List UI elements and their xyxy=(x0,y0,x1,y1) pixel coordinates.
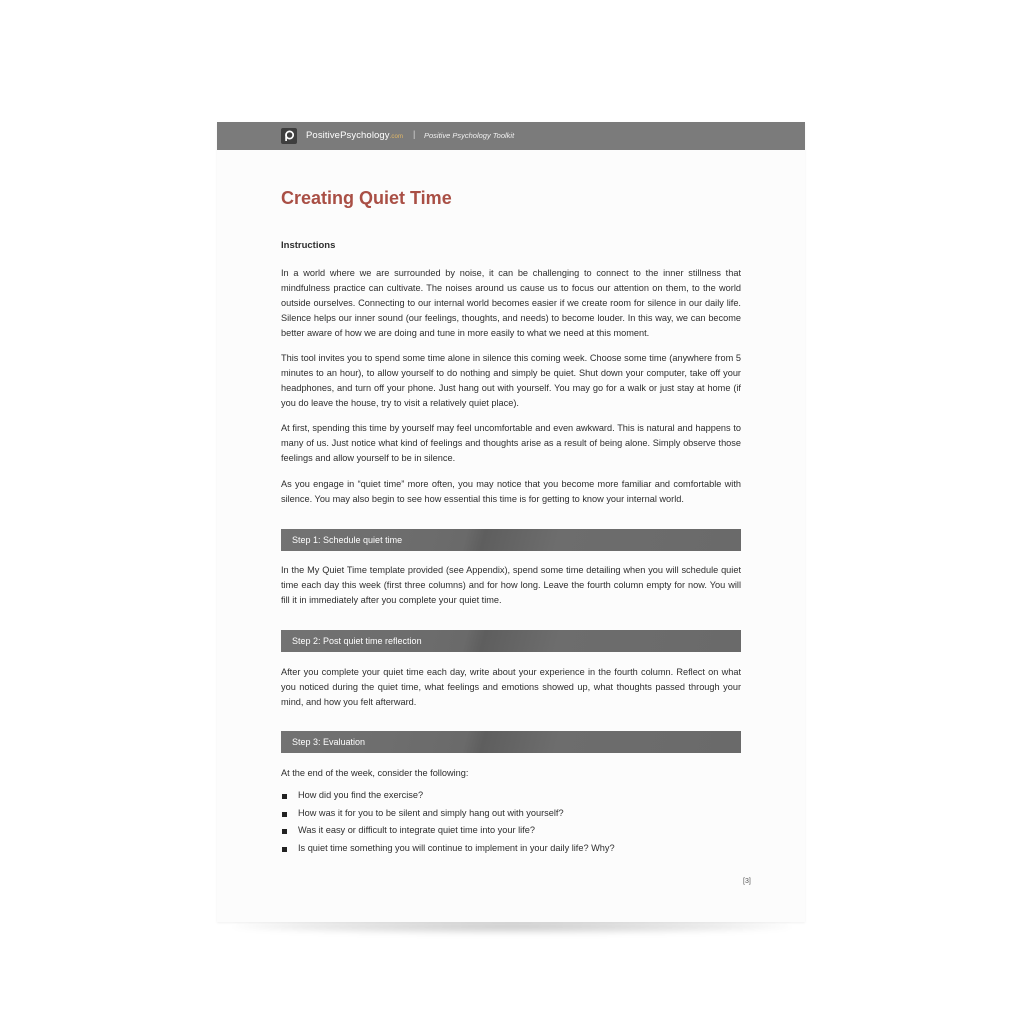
question-text: Is quiet time something you will continue to implement in your daily life? Why? xyxy=(298,842,615,853)
square-bullet-icon xyxy=(282,812,287,817)
list-item xyxy=(281,843,741,861)
intro-paragraph-4: As you engage in “quiet time” more often, you may notice that you become more familiar and comfortable with silence. You may also begin to see how essential this time is for getting to know your internal world. xyxy=(281,479,741,504)
p-logo-icon xyxy=(281,128,297,144)
page-title: Creating Quiet Time xyxy=(281,188,452,208)
intro-paragraph-1: In a world where we are surrounded by noise, it can be challenging to connect to the inner stillness that mindfulness practice can cultivate. The noises around us cause us to focus our attention on them, to the world outside ourselves. Connecting to our internal world becomes easier if we create room for silence in our daily life. Silence helps our inner sound (our feelings, thoughts, and needs) to become louder. In this way, we can become better aware of how we are doing and tune in more easily to what we need at this moment. xyxy=(281,268,741,338)
step-2-bar xyxy=(281,630,741,652)
list-item xyxy=(281,808,741,826)
step-2-text: After you complete your quiet time each day, write about your experience in the fourth column. Reflect on what you noticed during the quiet time, what feelings and emotions showed up, what thoughts passed through your mind, and how you felt afterward. xyxy=(281,667,741,707)
step-3-label: Step 3: Evaluation xyxy=(292,737,366,747)
header-separator: | xyxy=(413,129,416,139)
step-2-label: Step 2: Post quiet time reflection xyxy=(292,636,422,646)
evaluation-question-list xyxy=(281,790,741,860)
step-1-label: Step 1: Schedule quiet time xyxy=(292,535,403,545)
step-3-bar xyxy=(281,731,741,753)
brand-suffix: .com xyxy=(389,134,404,140)
square-bullet-icon xyxy=(282,794,287,799)
list-item xyxy=(281,790,741,808)
instructions-heading: Instructions xyxy=(281,240,336,251)
step-1-bar xyxy=(281,529,741,551)
question-text: Was it easy or difficult to integrate quiet time into your life? xyxy=(298,825,535,835)
header-subtitle: Positive Psychology Toolkit xyxy=(424,131,515,140)
step-1-text: In the My Quiet Time template provided (see Appendix), spend some time detailing when you will schedule quiet time each day this week (first three columns) and for how long. Leave the fourth column empty for now. You will fill it in immediately after you complete your quiet time. xyxy=(281,565,741,605)
question-text: How did you find the exercise? xyxy=(298,790,424,800)
page-number: [3] xyxy=(743,878,751,885)
square-bullet-icon xyxy=(282,829,287,834)
brand-name: PositivePsychology.com xyxy=(306,130,404,141)
square-bullet-icon xyxy=(282,847,287,852)
question-text: How was it for you to be silent and simply hang out with yourself? xyxy=(298,807,564,818)
intro-paragraph-3: At first, spending this time by yourself may feel uncomfortable and even awkward. This is natural and happens to many of us. Just notice what kind of feelings and thoughts arise as a result of being alone. Simply observe those feelings and allow yourself to be in silence. xyxy=(281,423,741,463)
intro-paragraph-2: This tool invites you to spend some time alone in silence this coming week. Choose some time (anywhere from 5 minutes to an hour), to allow yourself to do nothing and simply be quiet. Shut down your computer, take off your headphones, and turn off your phone. Just hang out with yourself. You may go for a walk or just stay at home (if you do leave the house, try to visit a relatively quiet place). xyxy=(281,353,741,408)
header-bar xyxy=(217,122,805,150)
document-page xyxy=(217,122,805,922)
list-item xyxy=(281,825,741,843)
step-3-text: At the end of the week, consider the following: xyxy=(281,768,469,778)
